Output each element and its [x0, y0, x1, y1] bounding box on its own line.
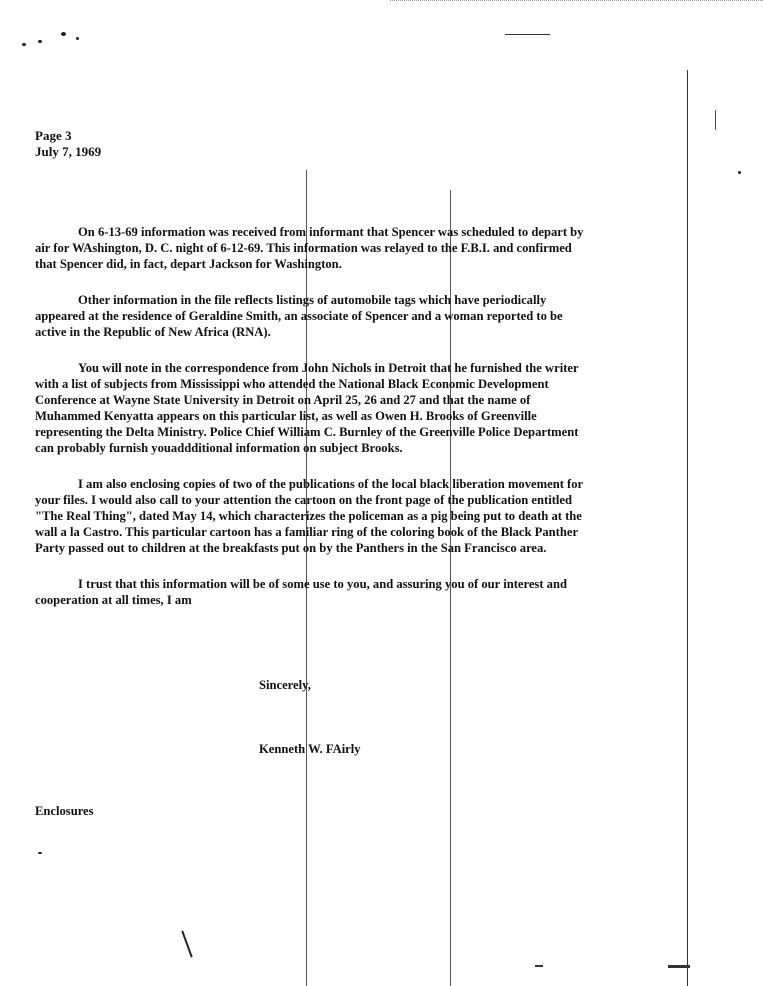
scan-artifact-dash — [668, 965, 690, 968]
letter-body — [35, 224, 595, 628]
scan-artifact-dash — [535, 965, 543, 967]
scan-speck — [38, 852, 42, 854]
scan-artifact-dash — [505, 34, 550, 35]
enclosures-label: Enclosures — [35, 804, 94, 818]
paragraph-5: I trust that this information will be of some use to you, and assuring you of our interest and cooperation at all times, I am — [35, 577, 567, 607]
scan-speck — [76, 37, 79, 40]
scan-mark — [715, 110, 716, 130]
signature-name: Kenneth W. FAirly — [259, 742, 361, 756]
letter-date: July 7, 1969 — [35, 144, 102, 159]
letter-header — [35, 128, 101, 160]
scan-fold-line-right — [687, 70, 688, 986]
scan-mark — [181, 931, 192, 958]
salutation: Sincerely, — [259, 678, 311, 692]
page-number: Page 3 — [35, 128, 72, 143]
paragraph-4: I am also enclosing copies of two of the publications of the local black liberation movement for your files. I would also call to your attention the cartoon on the front page of the publication entitled "The Real Thing", dated May 14, which characterizes the policeman as a pig being put to death at the wall a la Castro. This particular cartoon has a familiar ring of the coloring book of the Black Panther Party passed out to children at the breakfasts put on by the Panthers in the San Francisco area. — [35, 477, 583, 555]
scan-speck — [738, 171, 741, 174]
scan-speck — [61, 32, 66, 36]
paragraph-1: On 6-13-69 information was received from informant that Spencer was scheduled to depart by air for WAshington, D. C. night of 6-12-69. This information was relayed to the F.B.I. and confirmed that Spencer did, in fact, depart Jackson for Washington. — [35, 225, 584, 271]
paragraph-3: You will note in the correspondence from John Nichols in Detroit that he furnished the writer with a list of subjects from Mississippi who attended the National Black Economic Development Conference at Wayne State University in Detroit on April 25, 26 and 27 and that the name of Muhammed Kenyatta appears on this particular list, as well as Owen H. Brooks of Greenville representing the Delta Ministry. Police Chief William C. Burnley of the Greenville Police Department can probably furnish youaddditional information on subject Brooks. — [35, 361, 579, 455]
paragraph-2: Other information in the file reflects listings of automobile tags which have periodically appeared at the residence of Geraldine Smith, an associate of Spencer and a woman reported to be active in the Republic of New Africa (RNA). — [35, 293, 563, 339]
scan-artifact-top-dots — [390, 0, 763, 3]
scan-speck — [38, 40, 42, 43]
scan-speck — [22, 43, 26, 46]
